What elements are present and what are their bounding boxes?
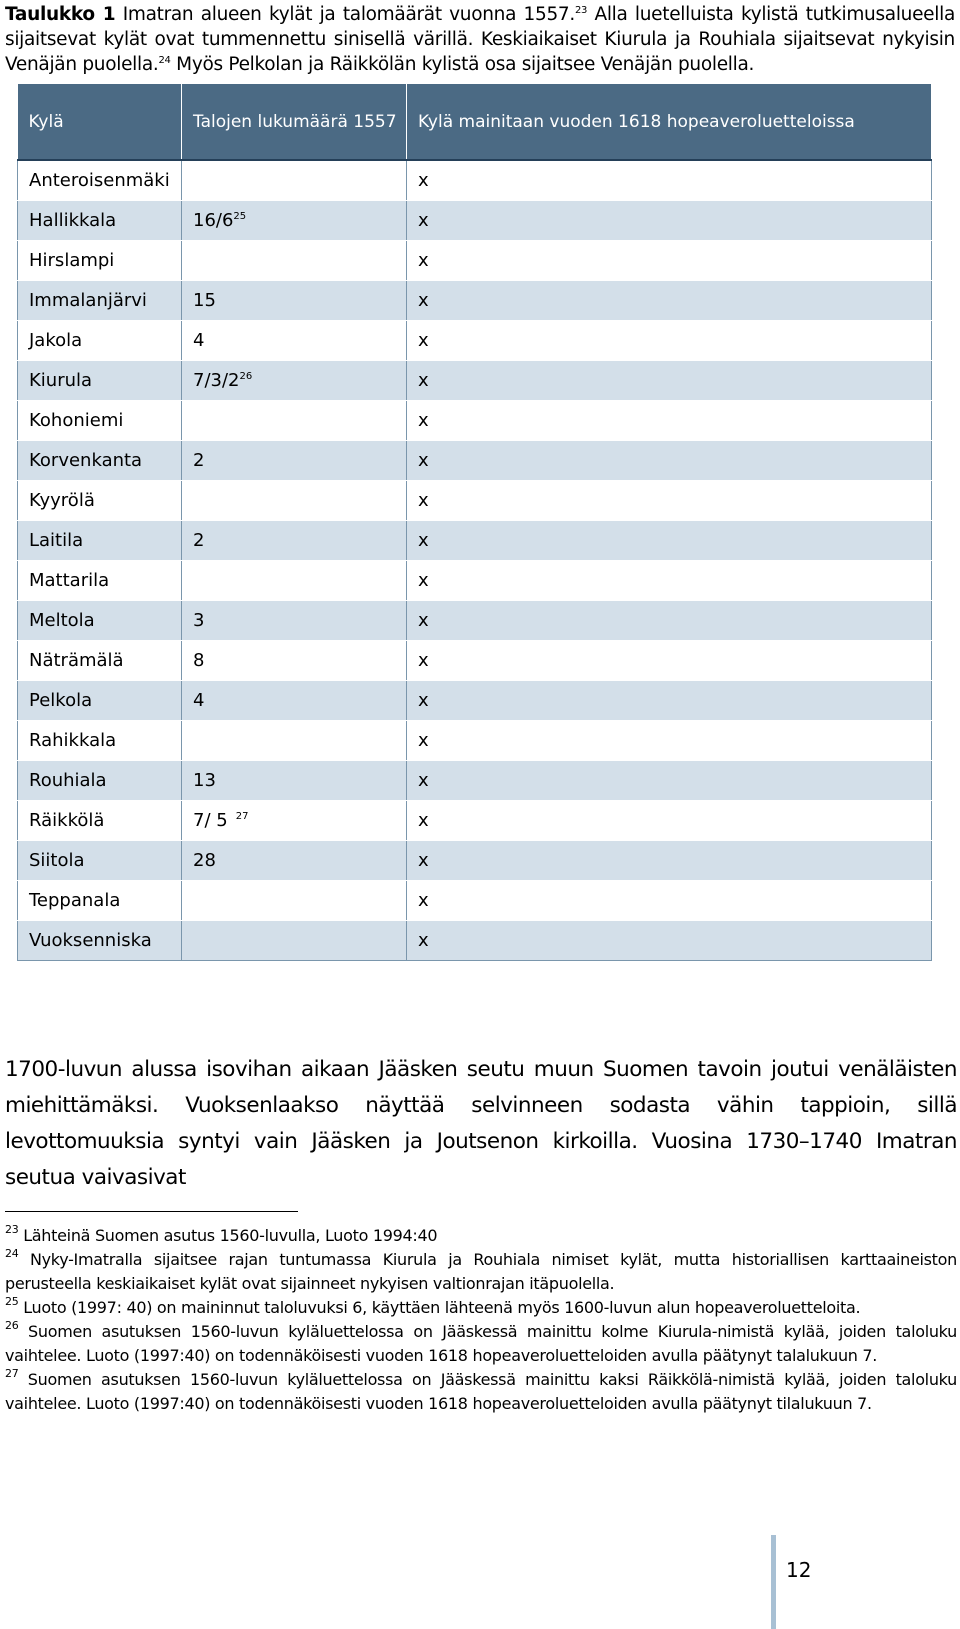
cell-houses — [182, 521, 407, 561]
cell-tax-list-mark: x — [407, 841, 932, 881]
page-number-bar — [771, 1535, 776, 1629]
table-row — [18, 401, 932, 441]
cell-houses — [182, 801, 407, 841]
houses-footnote-ref: 25 — [233, 211, 247, 222]
table-row — [18, 321, 932, 361]
caption-text-3: Myös Pelkolan ja Räikkölän kylistä osa sijaitsee Venäjän puolella. — [170, 54, 755, 75]
cell-tax-list-mark: x — [407, 561, 932, 601]
table-row — [18, 561, 932, 601]
cell-houses — [182, 641, 407, 681]
footnote-27 — [5, 1368, 957, 1416]
table-row — [18, 681, 932, 721]
cell-village: Korvenkanta — [18, 441, 182, 481]
header-tax-list: Kylä mainitaan vuoden 1618 hopeaveroluetteloissa — [407, 84, 932, 160]
table-row — [18, 761, 932, 801]
table-row — [18, 160, 932, 201]
cell-tax-list-mark: x — [407, 401, 932, 441]
table-row — [18, 601, 932, 641]
footnote-25 — [5, 1296, 957, 1320]
cell-tax-list-mark: x — [407, 681, 932, 721]
cell-houses — [182, 201, 407, 241]
cell-houses — [182, 681, 407, 721]
table-row — [18, 441, 932, 481]
table-row — [18, 361, 932, 401]
cell-village: Anteroisenmäki — [18, 160, 182, 201]
houses-value: 7/3/2 — [193, 370, 240, 391]
footnote-number: 27 — [5, 1367, 19, 1380]
houses-value: 8 — [193, 650, 205, 671]
table-row — [18, 921, 932, 961]
footnote-text: Luoto (1997: 40) on maininnut taloluvuksi 6, käyttäen lähteenä myös 1600-luvun alun hopeaveroluetteloita. — [18, 1298, 861, 1317]
table-row — [18, 481, 932, 521]
caption-label: Taulukko 1 — [5, 4, 116, 25]
cell-tax-list-mark: x — [407, 481, 932, 521]
cell-houses — [182, 160, 407, 201]
table-header-row — [18, 84, 932, 160]
cell-houses — [182, 601, 407, 641]
page-number: 12 — [786, 1558, 812, 1582]
cell-village: Mattarila — [18, 561, 182, 601]
houses-value: 28 — [193, 850, 216, 871]
cell-village: Pelkola — [18, 681, 182, 721]
footnote-number: 24 — [5, 1247, 19, 1260]
cell-tax-list-mark: x — [407, 441, 932, 481]
footnote-number: 23 — [5, 1223, 19, 1236]
houses-value: 16/6 — [193, 210, 234, 231]
footnote-number: 25 — [5, 1295, 19, 1308]
table-row — [18, 721, 932, 761]
cell-tax-list-mark: x — [407, 641, 932, 681]
cell-village: Näträmälä — [18, 641, 182, 681]
cell-tax-list-mark: x — [407, 241, 932, 281]
footnote-text: Suomen asutuksen 1560-luvun kyläluettelossa on Jääskessä mainittu kaksi Räikkölä-nimistä kylää, joiden taloluku vaihtelee. Luoto (1997:40) on todennäköisesti vuoden 1618 hopeaveroluetteloiden avulla päätynyt tilalukuun 7. — [5, 1370, 957, 1413]
table-row — [18, 241, 932, 281]
houses-value: 4 — [193, 330, 205, 351]
cell-village: Rahikkala — [18, 721, 182, 761]
houses-value: 2 — [193, 530, 205, 551]
footnote-number: 26 — [5, 1319, 19, 1332]
footnote-26 — [5, 1320, 957, 1368]
header-houses: Talojen lukumäärä 1557 — [182, 84, 407, 160]
cell-village: Meltola — [18, 601, 182, 641]
cell-houses — [182, 481, 407, 521]
table-row — [18, 521, 932, 561]
cell-houses — [182, 321, 407, 361]
houses-footnote-ref: 27 — [235, 811, 249, 822]
table-body — [18, 160, 932, 961]
cell-village: Jakola — [18, 321, 182, 361]
footnote-text: Lähteinä Suomen asutus 1560-luvulla, Luoto 1994:40 — [18, 1226, 438, 1245]
cell-tax-list-mark: x — [407, 281, 932, 321]
cell-village: Teppanala — [18, 881, 182, 921]
cell-tax-list-mark: x — [407, 721, 932, 761]
cell-houses — [182, 921, 407, 961]
table-row — [18, 641, 932, 681]
cell-village: Immalanjärvi — [18, 281, 182, 321]
cell-tax-list-mark: x — [407, 321, 932, 361]
footnote-separator — [5, 1211, 298, 1212]
cell-tax-list-mark: x — [407, 921, 932, 961]
cell-village: Kyyrölä — [18, 481, 182, 521]
cell-village: Kiurula — [18, 361, 182, 401]
table-row — [18, 201, 932, 241]
houses-value: 15 — [193, 290, 216, 311]
houses-footnote-ref: 26 — [239, 371, 253, 382]
footnote-text: Suomen asutuksen 1560-luvun kyläluettelossa on Jääskessä mainittu kolme Kiurula-nimistä kylää, joiden taloluku vaihtelee. Luoto (1997:40) on todennäköisesti vuoden 1618 hopeaveroluetteloiden avulla päätynyt talalukuun 7. — [5, 1322, 957, 1365]
footnotes — [5, 1224, 957, 1416]
caption-text-2: Alla luetelluista kylistä tutkimusalueella sijaitsevat kylät ovat tummennettu sinisellä värillä. Keskiaikaiset Kiurula ja Rouhiala sijaitsevat nykyisin Venäjän puolella. — [5, 4, 955, 75]
cell-village: Laitila — [18, 521, 182, 561]
caption-text-1: Imatran alueen kylät ja talomäärät vuonna 1557. — [115, 4, 575, 25]
cell-village: Hirslampi — [18, 241, 182, 281]
cell-tax-list-mark: x — [407, 201, 932, 241]
footnote-text: Nyky-Imatralla sijaitsee rajan tuntumassa Kiurula ja Rouhiala nimiset kylät, mutta historiallisen karttaaineiston perusteella keskiaikaiset kylät ovat sijainneet nykyisen valtionrajan itäpuolella. — [5, 1250, 957, 1293]
villages-table — [17, 84, 932, 961]
cell-village: Vuoksenniska — [18, 921, 182, 961]
cell-houses — [182, 561, 407, 601]
houses-value: 4 — [193, 690, 205, 711]
cell-houses — [182, 241, 407, 281]
cell-houses — [182, 441, 407, 481]
cell-tax-list-mark: x — [407, 881, 932, 921]
cell-tax-list-mark: x — [407, 160, 932, 201]
cell-tax-list-mark: x — [407, 521, 932, 561]
cell-village: Hallikkala — [18, 201, 182, 241]
houses-value: 3 — [193, 610, 205, 631]
houses-value: 7/ 5 — [193, 810, 228, 831]
cell-village: Rouhiala — [18, 761, 182, 801]
cell-houses — [182, 361, 407, 401]
cell-tax-list-mark: x — [407, 361, 932, 401]
cell-houses — [182, 721, 407, 761]
header-village: Kylä — [18, 84, 182, 160]
cell-houses — [182, 841, 407, 881]
cell-houses — [182, 761, 407, 801]
cell-houses — [182, 281, 407, 321]
body-paragraph: 1700-luvun alussa isovihan aikaan Jääsken seutu muun Suomen tavoin joutui venäläisten miehittämäksi. Vuoksenlaakso näyttää selvinneen sodasta vähin tappioin, sillä levottomuuksia syntyi vain Jääsken ja Joutsenon kirkoilla. Vuosina 1730–1740 Imatran seutua vaivasivat — [5, 1057, 957, 1190]
cell-tax-list-mark: x — [407, 601, 932, 641]
table-row — [18, 841, 932, 881]
table-row — [18, 881, 932, 921]
footnote-23 — [5, 1224, 957, 1248]
cell-village: Kohoniemi — [18, 401, 182, 441]
houses-value: 13 — [193, 770, 216, 791]
caption-footnote-ref-24: 24 — [158, 55, 171, 66]
houses-value: 2 — [193, 450, 205, 471]
cell-tax-list-mark: x — [407, 761, 932, 801]
caption-footnote-ref-23: 23 — [574, 5, 588, 16]
cell-tax-list-mark: x — [407, 801, 932, 841]
table-caption — [5, 2, 955, 77]
cell-village: Siitola — [18, 841, 182, 881]
cell-village: Räikkölä — [18, 801, 182, 841]
table-row — [18, 281, 932, 321]
cell-houses — [182, 881, 407, 921]
cell-houses — [182, 401, 407, 441]
table-row — [18, 801, 932, 841]
footnote-24 — [5, 1248, 957, 1296]
